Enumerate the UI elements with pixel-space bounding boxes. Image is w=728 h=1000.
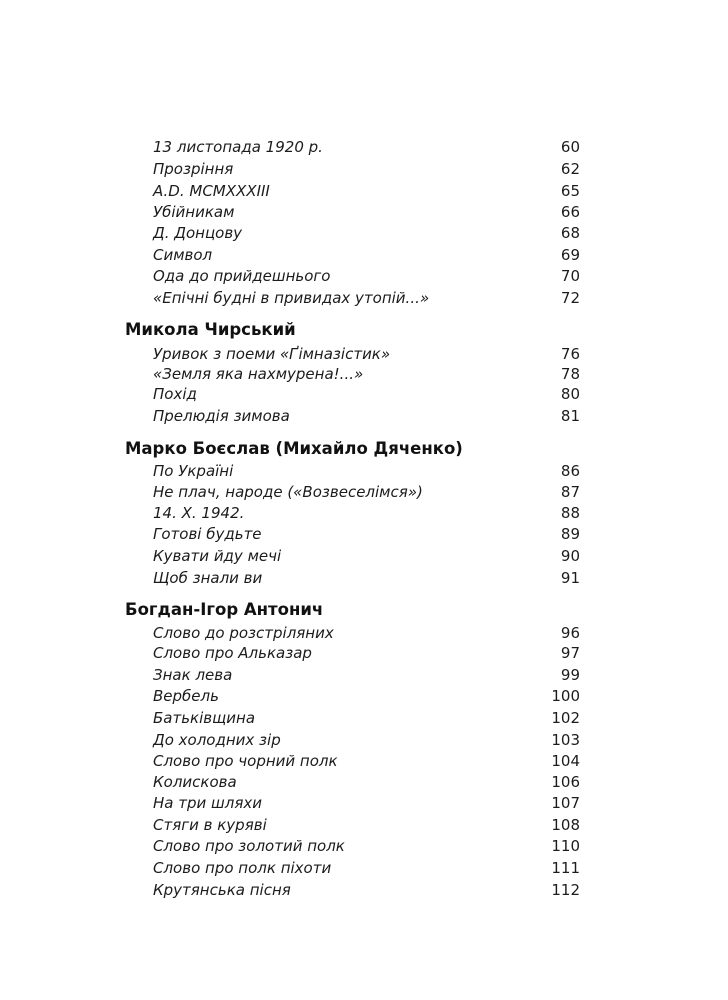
entry-title: «Епічні будні в привидах утопій...» [153,289,430,307]
entry-title: Похід [153,385,197,403]
toc-entry[interactable] [153,158,580,180]
entry-title: A.D. MCMXXXIII [153,182,270,200]
toc-entry[interactable] [153,363,580,385]
toc-entry[interactable] [153,567,580,589]
entry-title: Готові будьте [153,525,262,543]
entry-page-number: 76 [560,345,580,363]
entry-title: Слово про Альказар [153,644,312,662]
entry-page-number: 62 [560,160,580,178]
entry-page-number: 69 [560,246,580,264]
entry-page-number: 96 [560,624,580,642]
toc-entry[interactable] [153,343,580,365]
entry-title: Слово до розстріляних [153,624,334,642]
entry-page-number: 91 [560,569,580,587]
entry-page-number: 102 [551,709,580,727]
toc-entry[interactable] [153,707,580,729]
toc-entry[interactable] [153,545,580,567]
toc-entry[interactable] [153,792,580,814]
entry-title: Ода до прийдешнього [153,267,331,285]
toc-entry[interactable] [153,481,580,503]
section-heading-author: Микола Чирський [125,320,296,339]
entry-title: Колискова [153,773,237,791]
entry-page-number: 100 [551,687,580,705]
toc-entry[interactable] [153,750,580,772]
entry-page-number: 111 [551,859,580,877]
entry-page-number: 107 [551,794,580,812]
entry-page-number: 104 [551,752,580,770]
toc-entry[interactable] [153,201,580,223]
entry-page-number: 86 [560,462,580,480]
entry-page-number: 68 [560,224,580,242]
entry-title: Знак лева [153,666,233,684]
entry-page-number: 110 [551,837,580,855]
toc-entry[interactable] [153,383,580,405]
entry-page-number: 70 [560,267,580,285]
entry-page-number: 103 [551,731,580,749]
entry-page-number: 112 [551,881,580,899]
toc-entry[interactable] [153,136,580,158]
section-heading-author: Марко Боєслав (Михайло Дяченко) [125,439,463,458]
entry-title: Батьківщина [153,709,256,727]
entry-title: По Україні [153,462,234,480]
entry-page-number: 97 [560,644,580,662]
toc-entry[interactable] [153,180,580,202]
entry-page-number: 72 [560,289,580,307]
toc-entry[interactable] [153,771,580,793]
entry-title: 14. X. 1942. [153,504,245,522]
entry-page-number: 89 [560,525,580,543]
entry-page-number: 106 [551,773,580,791]
entry-title: «Земля яка нахмурена!...» [153,365,364,383]
toc-entry[interactable] [153,879,580,901]
entry-page-number: 108 [551,816,580,834]
section-heading-author: Богдан-Ігор Антонич [125,600,324,619]
toc-entry[interactable] [153,664,580,686]
entry-page-number: 90 [560,547,580,565]
entry-title: Крутянська пісня [153,881,291,899]
entry-title: Прелюдія зимова [153,407,290,425]
entry-page-number: 80 [560,385,580,403]
toc-entry[interactable] [153,405,580,427]
toc-entry[interactable] [153,729,580,751]
entry-title: Слово про чорний полк [153,752,338,770]
entry-page-number: 99 [560,666,580,684]
toc-entry[interactable] [153,685,580,707]
entry-title: Уривок з поеми «Ґімназістик» [153,345,391,363]
entry-page-number: 81 [560,407,580,425]
entry-page-number: 60 [560,138,580,156]
entry-title: Слово про золотий полк [153,837,345,855]
toc-entry[interactable] [153,857,580,879]
entry-title: Не плач, народе («Возвеселімся») [153,483,423,501]
entry-title: Щоб знали ви [153,569,263,587]
entry-page-number: 66 [560,203,580,221]
toc-entry[interactable] [153,502,580,524]
toc-entry[interactable] [153,460,580,482]
entry-title: Кувати йду мечі [153,547,282,565]
entry-title: Убійникам [153,203,235,221]
toc-entry[interactable] [153,287,580,309]
toc-entry[interactable] [153,642,580,664]
toc-entry[interactable] [153,835,580,857]
toc-entry[interactable] [153,265,580,287]
entry-title: На три шляхи [153,794,262,812]
entry-title: 13 листопада 1920 р. [153,138,323,156]
entry-title: Д. Донцову [153,224,243,242]
toc-entry[interactable] [153,244,580,266]
entry-title: Стяги в куряві [153,816,267,834]
entry-page-number: 78 [560,365,580,383]
entry-title: Вербель [153,687,219,705]
toc-entry[interactable] [153,222,580,244]
entry-title: Прозріння [153,160,234,178]
toc-entry[interactable] [153,523,580,545]
toc-entry[interactable] [153,622,580,644]
toc-entry[interactable] [153,814,580,836]
entry-page-number: 87 [560,483,580,501]
entry-page-number: 88 [560,504,580,522]
entry-page-number: 65 [560,182,580,200]
entry-title: Символ [153,246,213,264]
entry-title: До холодних зір [153,731,281,749]
entry-title: Слово про полк піхоти [153,859,332,877]
